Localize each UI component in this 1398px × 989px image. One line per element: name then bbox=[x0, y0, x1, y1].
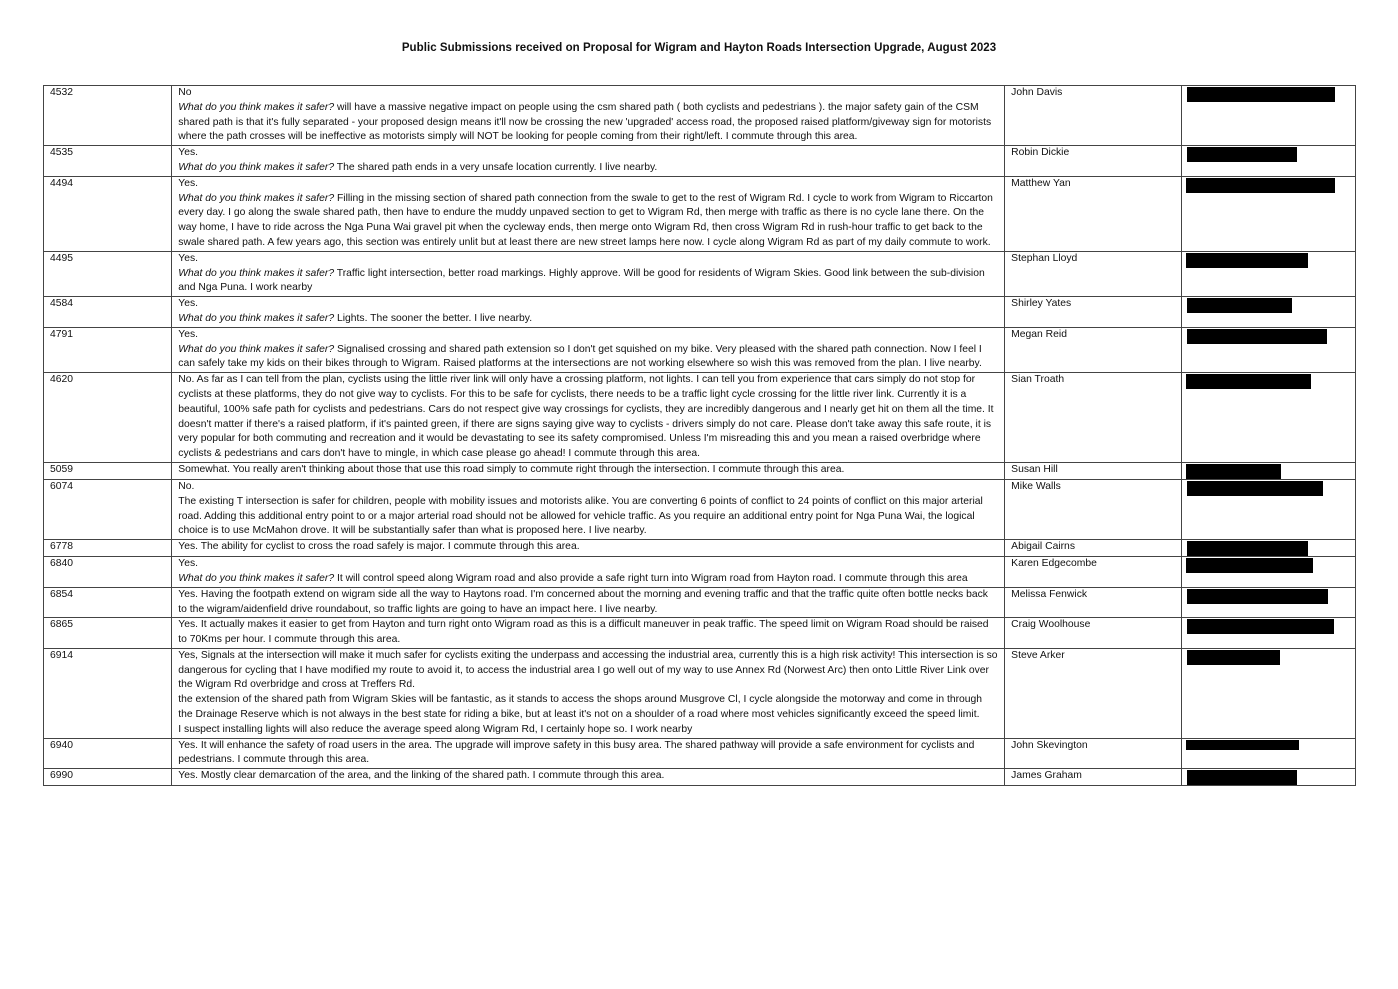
question: What do you think makes it safer? bbox=[178, 192, 335, 204]
table-row bbox=[44, 769, 1356, 786]
submission-id: 4584 bbox=[44, 297, 172, 328]
answer: No. bbox=[178, 480, 195, 492]
table-row bbox=[44, 557, 1356, 588]
redacted-cell bbox=[1181, 327, 1355, 372]
question: What do you think makes it safer? bbox=[178, 343, 335, 355]
submission-comment bbox=[172, 251, 1005, 296]
submitter-name: Karen Edgecombe bbox=[1005, 557, 1181, 588]
table-row bbox=[44, 587, 1356, 618]
submission-id: 4535 bbox=[44, 146, 172, 177]
redacted-cell bbox=[1181, 373, 1355, 463]
question: What do you think makes it safer? bbox=[178, 161, 335, 173]
submitter-name: Mike Walls bbox=[1005, 479, 1181, 539]
comment-text: Yes. It actually makes it easier to get from Hayton and turn right onto Wigram road as this is a difficult maneuver in peak traffic. The speed limit on Wigram Road should be raised to 70Kms per hour. I commute through this area. bbox=[178, 619, 989, 646]
submitter-name: Megan Reid bbox=[1005, 327, 1181, 372]
redaction-bar bbox=[1186, 178, 1335, 193]
table-row bbox=[44, 618, 1356, 649]
submission-id: 6914 bbox=[44, 648, 172, 738]
comment-text: Yes. The ability for cyclist to cross the road safely is major. I commute through this area. bbox=[178, 541, 580, 553]
submitter-name: Melissa Fenwick bbox=[1005, 587, 1181, 618]
submission-id: 6940 bbox=[44, 738, 172, 769]
redaction-bar bbox=[1187, 147, 1297, 162]
submitter-name: Sian Troath bbox=[1005, 373, 1181, 463]
redaction-bar bbox=[1187, 650, 1280, 665]
redaction-bar bbox=[1186, 374, 1311, 389]
table-row bbox=[44, 373, 1356, 463]
redacted-cell bbox=[1181, 587, 1355, 618]
submission-comment bbox=[172, 769, 1005, 786]
submission-id: 4494 bbox=[44, 176, 172, 251]
submission-id: 6840 bbox=[44, 557, 172, 588]
submission-id: 6854 bbox=[44, 587, 172, 618]
comment-text: Yes. It will enhance the safety of road users in the area. The upgrade will improve safety in this busy area. The shared pathway will provide a safe environment for cyclists and pedestrians. I commute through this area. bbox=[178, 739, 975, 766]
table-row bbox=[44, 251, 1356, 296]
redacted-cell bbox=[1181, 462, 1355, 479]
comment-text: The existing T intersection is safer for children, people with mobility issues and motorists alike. You are converting 6 points of conflict to 24 points of conflict on this major arterial road. Adding this additional entry point to or a major arterial road should not be allowed for vehicle traffic. As you require an additional entry point for Nga Puna Wai, the logical choice is to use McMahon drove. It will be substantially safer than what is proposed here. I live nearby. bbox=[178, 495, 983, 537]
comment-text: Lights. The sooner the better. I live nearby. bbox=[336, 312, 533, 324]
submission-id: 4620 bbox=[44, 373, 172, 463]
comment-text: Yes. Mostly clear demarcation of the area, and the linking of the shared path. I commute through this area. bbox=[178, 770, 665, 782]
table-row bbox=[44, 86, 1356, 146]
redaction-bar bbox=[1186, 558, 1313, 573]
submitter-name: Abigail Cairns bbox=[1005, 540, 1181, 557]
redacted-cell bbox=[1181, 297, 1355, 328]
submission-comment bbox=[172, 557, 1005, 588]
submissions-table bbox=[43, 85, 1356, 786]
redaction-bar bbox=[1187, 481, 1323, 496]
comment-text: Somewhat. You really aren't thinking about those that use this road simply to commute right through the intersection. I commute through this area. bbox=[178, 463, 845, 475]
submitter-name: John Davis bbox=[1005, 86, 1181, 146]
table-row bbox=[44, 297, 1356, 328]
table-row bbox=[44, 327, 1356, 372]
comment-text: The shared path ends in a very unsafe location currently. I live nearby. bbox=[336, 161, 658, 173]
redacted-cell bbox=[1181, 176, 1355, 251]
comment-text: Signalised crossing and shared path extension so I don't get squished on my bike. Very pleased with the shared path connection. Now I feel I can safely take my kids on their bikes through to Wigram. Raised platforms at the intersections are not working elsewhere so wish this was removed from the plan. I live nearby. bbox=[178, 343, 982, 370]
submitter-name: Shirley Yates bbox=[1005, 297, 1181, 328]
redaction-bar bbox=[1187, 619, 1334, 634]
submitter-name: Robin Dickie bbox=[1005, 146, 1181, 177]
redaction-bar bbox=[1186, 740, 1299, 750]
redacted-cell bbox=[1181, 618, 1355, 649]
redaction-bar bbox=[1187, 589, 1328, 604]
page-title: Public Submissions received on Proposal for Wigram and Hayton Roads Intersection Upgrade, August 2023 bbox=[401, 42, 997, 54]
submission-comment bbox=[172, 479, 1005, 539]
submitter-name: Stephan Lloyd bbox=[1005, 251, 1181, 296]
question: What do you think makes it safer? bbox=[178, 101, 335, 113]
submission-comment bbox=[172, 297, 1005, 328]
table-row bbox=[44, 146, 1356, 177]
comment-text: No. As far as I can tell from the plan, cyclists using the little river link will only have a crossing platform, not lights. I can tell you from experience that cars simply do not stop for cyclists at these platforms, they do not give way to cyclists. For this to be safe for cyclists, there needs to be a traffic light cycle crossing for the little river link. Currently it is a beautiful, 100% safe path for cyclists and pedestrians. Cars do not respect give way crossings for cyclists, they are incredibly dangerous and I nearly get hit on them all the time. It doesn't matter if there's a raised platform, if it's painted green, if there are signs saying give way to cyclists - drivers simply do not care. Please don't take away this safe route, it is very popular for both commuting and recreation and it would be devastating to see its safety compromised. Unless I'm misreading this and you mean a raised overbridge where cyclists & pedestrians and cars don't have to mingle, in which case please go ahead! I commute through this area. bbox=[178, 374, 994, 460]
redaction-bar bbox=[1186, 464, 1281, 479]
submission-id: 5059 bbox=[44, 462, 172, 479]
redacted-cell bbox=[1181, 769, 1355, 786]
redacted-cell bbox=[1181, 648, 1355, 738]
redacted-cell bbox=[1181, 479, 1355, 539]
submission-comment bbox=[172, 648, 1005, 738]
submitter-name: John Skevington bbox=[1005, 738, 1181, 769]
redaction-bar bbox=[1187, 298, 1292, 313]
comment-paragraph: Yes, Signals at the intersection will make it much safer for cyclists exiting the underpass and accessing the industrial area, currently this is a high risk activity! This intersection is so dangerous for cycling that I have modified my route to avoid it, to access the industrial area I go well out of my way to use Annex Rd (Norwest Arc) then onto Little River Link over the Wigram Rd overbridge and cross at Treffers Rd. bbox=[178, 649, 998, 691]
table-row bbox=[44, 462, 1356, 479]
submission-id: 4495 bbox=[44, 251, 172, 296]
submission-comment bbox=[172, 540, 1005, 557]
submission-comment bbox=[172, 738, 1005, 769]
submission-comment bbox=[172, 373, 1005, 463]
redacted-cell bbox=[1181, 738, 1355, 769]
redaction-bar bbox=[1187, 541, 1308, 556]
submitter-name: James Graham bbox=[1005, 769, 1181, 786]
submission-comment bbox=[172, 176, 1005, 251]
redacted-cell bbox=[1181, 251, 1355, 296]
submitter-name: Craig Woolhouse bbox=[1005, 618, 1181, 649]
submission-id: 6865 bbox=[44, 618, 172, 649]
submission-comment bbox=[172, 618, 1005, 649]
question: What do you think makes it safer? bbox=[178, 312, 335, 324]
answer: Yes. bbox=[178, 252, 199, 264]
comment-text: Traffic light intersection, better road markings. Highly approve. Will be good for residents of Wigram Skies. Good link between the sub-division and Nga Puna. I work nearby bbox=[178, 267, 985, 294]
submission-comment bbox=[172, 587, 1005, 618]
redacted-cell bbox=[1181, 86, 1355, 146]
comment-text: It will control speed along Wigram road and also provide a safe right turn into Wigram road from Hayton road. I commute through this area bbox=[336, 572, 968, 584]
submission-id: 6990 bbox=[44, 769, 172, 786]
redaction-bar bbox=[1186, 253, 1308, 268]
redaction-bar bbox=[1187, 770, 1297, 785]
submission-comment bbox=[172, 146, 1005, 177]
table-row bbox=[44, 540, 1356, 557]
comment-paragraph: the extension of the shared path from Wigram Skies will be fantastic, as it stands to access the shops around Musgrove Cl, I cycle alongside the motorway and come in through the Drainage Reserve which is not always in the best state for riding a bike, but at least it's not on a shoulder of a road where most vehicles significantly exceed the speed limit. bbox=[178, 694, 983, 721]
question: What do you think makes it safer? bbox=[178, 267, 335, 279]
answer: Yes. bbox=[178, 558, 199, 570]
redacted-cell bbox=[1181, 557, 1355, 588]
submitter-name: Matthew Yan bbox=[1005, 176, 1181, 251]
submission-id: 6074 bbox=[44, 479, 172, 539]
table-row bbox=[44, 738, 1356, 769]
submitter-name: Susan Hill bbox=[1005, 462, 1181, 479]
table-row bbox=[44, 479, 1356, 539]
comment-text: Yes. Having the footpath extend on wigram side all the way to Haytons road. I'm concerned about the morning and evening traffic and that the traffic quite often bottle necks back to the wigram/aidenfield drive roundabout, so traffic lights are going to have an impact here. I live nearby. bbox=[178, 588, 988, 615]
submission-id: 4532 bbox=[44, 86, 172, 146]
answer: Yes. bbox=[178, 147, 199, 159]
answer: Yes. bbox=[178, 328, 199, 340]
table-row bbox=[44, 176, 1356, 251]
comment-paragraph: I suspect installing lights will also reduce the average speed along Wigram Rd, I certainly hope so. I work nearby bbox=[178, 723, 693, 735]
submission-id: 4791 bbox=[44, 327, 172, 372]
answer: No bbox=[178, 87, 192, 98]
submission-comment bbox=[172, 462, 1005, 479]
redacted-cell bbox=[1181, 540, 1355, 557]
submission-comment bbox=[172, 327, 1005, 372]
table-row bbox=[44, 648, 1356, 738]
answer: Yes. bbox=[178, 177, 199, 189]
question: What do you think makes it safer? bbox=[178, 572, 335, 584]
redacted-cell bbox=[1181, 146, 1355, 177]
submission-comment bbox=[172, 86, 1005, 146]
submission-id: 6778 bbox=[44, 540, 172, 557]
redaction-bar bbox=[1187, 87, 1335, 102]
answer: Yes. bbox=[178, 298, 199, 310]
comment-text: Filling in the missing section of shared path connection from the swale to get to the rest of Wigram Rd. I cycle to work from Wigram to Riccarton every day. I go along the swale shared path, then have to endure the muddy unpaved section to get to Wigram Rd, then merge with traffic as there is no cycle lane there. On the way home, I have to ride across the Nga Puna Wai gravel pit when the cycleway ends, then merge onto Wigram Rd, then cross Wigram Rd in rush-hour traffic to get back to the swale shared path. A few years ago, this section was entirely unlit but at least there are new street lamps here now. I cycle along Wigram Rd as part of my daily commute to work. bbox=[178, 192, 993, 248]
submitter-name: Steve Arker bbox=[1005, 648, 1181, 738]
comment-text: will have a massive negative impact on people using the csm shared path ( both cyclists and pedestrians ). the major safety gain of the CSM shared path is that it's fully separated - your proposed design means it'll now be crossing the new 'upgraded' access road, the proposed raised platform/giveway sign for motorists where the path crosses will be ineffective as motorists simply will NOT be looking for people coming from their right/left. I commute through this area. bbox=[178, 101, 992, 143]
redaction-bar bbox=[1187, 329, 1327, 344]
